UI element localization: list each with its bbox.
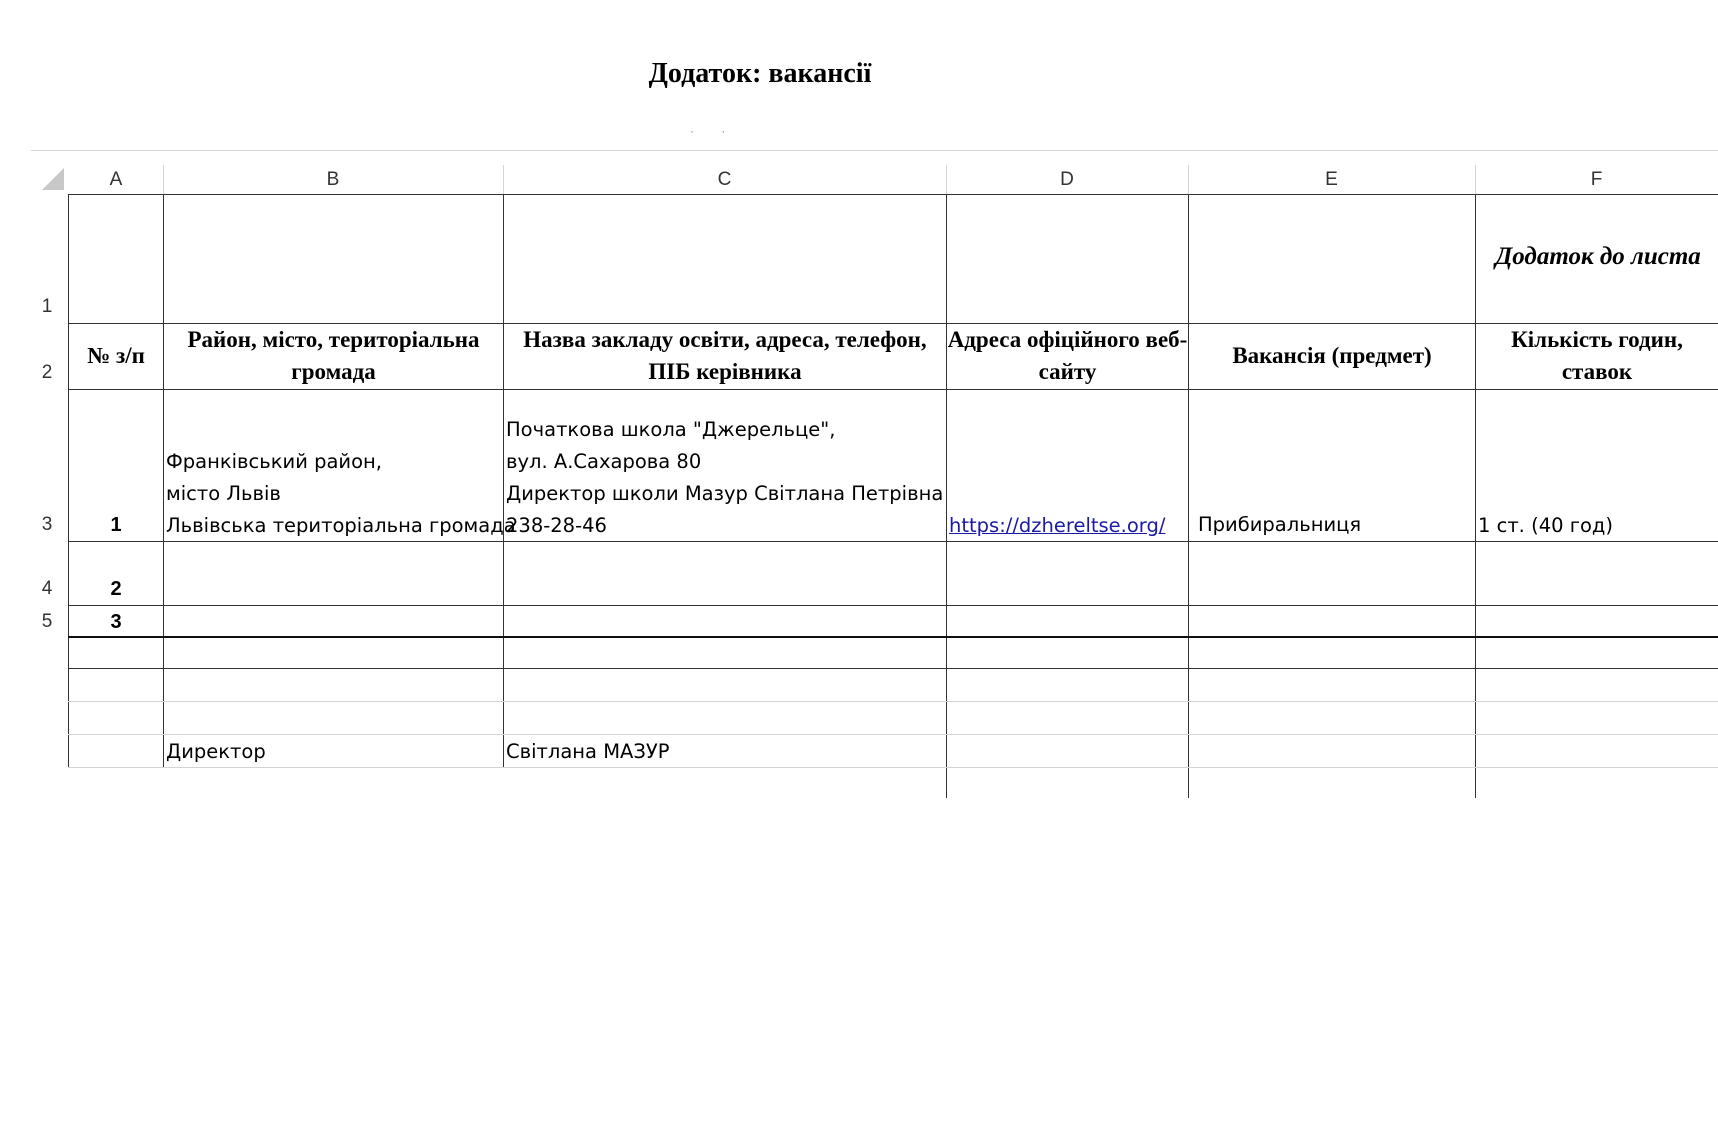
district-line: Франківський район,: [166, 450, 382, 473]
grid-line: [1475, 194, 1476, 798]
grid-line: [68, 194, 69, 768]
row-header-4[interactable]: 4: [41, 578, 53, 599]
grid-line: [163, 165, 164, 194]
select-all-corner[interactable]: [42, 168, 64, 190]
grid-line: [503, 165, 504, 194]
grid-line: [163, 194, 164, 768]
district-line: Львівська територіальна громада: [166, 514, 516, 537]
grid-line: [1188, 194, 1189, 798]
grid-line: [68, 194, 1718, 195]
column-header-e[interactable]: E: [1325, 169, 1338, 190]
grid-line: [1475, 165, 1476, 194]
grid-line: [503, 194, 504, 768]
row-header-5[interactable]: 5: [41, 611, 53, 632]
row-num-3: 3: [110, 611, 122, 633]
header-school: Назва закладу освіти, адреса, телефон, ПІБ керівника: [523, 327, 927, 384]
school-line: Початкова школа "Джерельце",: [506, 418, 836, 441]
vacancy-cell: Прибиральниця: [1198, 513, 1362, 536]
grid-line: [946, 194, 947, 798]
row-header-3[interactable]: 3: [41, 514, 53, 535]
column-header-d[interactable]: D: [1060, 169, 1074, 190]
signature-name: Світлана МАЗУР: [506, 740, 670, 763]
column-header-f[interactable]: F: [1590, 169, 1603, 190]
header-district: Район, місто, територіальна громада: [187, 327, 480, 384]
school-line: 238-28-46: [506, 514, 607, 537]
school-line: Директор школи Мазур Світлана Петрівна: [506, 482, 944, 505]
grid-line: [68, 701, 1718, 702]
grid-line: [1188, 165, 1189, 194]
annex-note: Додаток до листа: [1495, 243, 1701, 270]
header-vacancy: Вакансія (предмет): [1232, 343, 1432, 368]
sheet-top-border: [31, 150, 1718, 151]
grid-line: [68, 605, 1718, 606]
document-title: Додаток: вакансії: [648, 58, 872, 89]
header-hours: Кількість годин, ставок: [1511, 327, 1683, 384]
grid-line: [68, 389, 1718, 390]
column-header-c[interactable]: C: [717, 169, 732, 190]
column-header-a[interactable]: A: [109, 169, 123, 190]
row-header-1[interactable]: 1: [41, 296, 53, 317]
hours-cell: 1 ст. (40 год): [1478, 514, 1613, 537]
grid-line: [68, 636, 1718, 638]
district-line: місто Львів: [166, 482, 281, 505]
row-num-2: 2: [110, 578, 122, 600]
grid-line: [68, 767, 1718, 768]
header-website: Адреса офіційного веб-сайту: [947, 327, 1188, 384]
website-link[interactable]: https://dzhereltse.org/: [949, 514, 1166, 537]
decorative-dots: · ·: [690, 124, 738, 138]
row-header-2[interactable]: 2: [41, 362, 53, 383]
row-num-1: 1: [110, 514, 122, 536]
grid-line: [946, 165, 947, 194]
signature-position: Директор: [166, 740, 266, 763]
school-line: вул. А.Сахарова 80: [506, 450, 702, 473]
grid-line: [68, 668, 1718, 669]
column-header-b[interactable]: B: [326, 169, 340, 190]
grid-line: [68, 734, 1718, 735]
header-num: № з/п: [87, 343, 145, 368]
